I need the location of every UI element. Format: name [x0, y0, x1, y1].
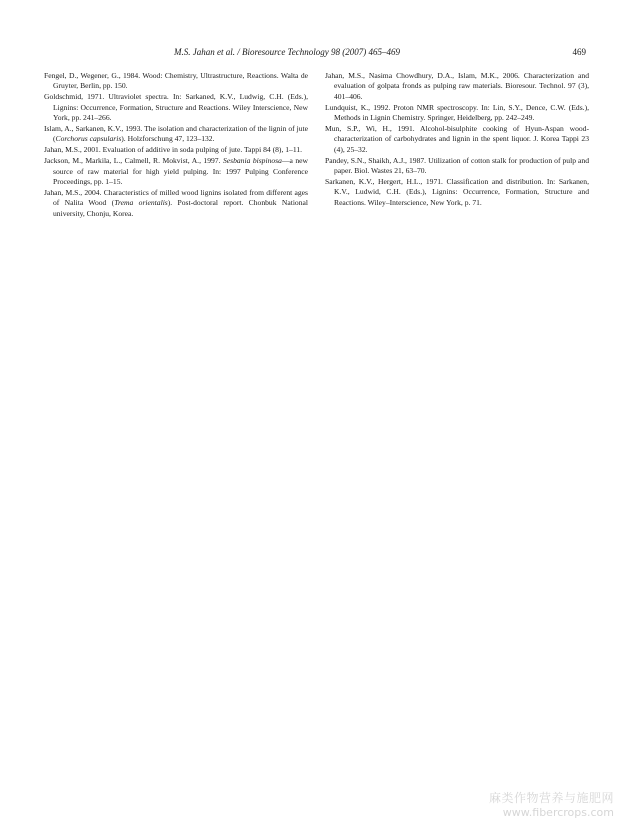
reference-text: ). Holzforschung 47, 123–132.	[121, 134, 215, 144]
running-head	[44, 45, 586, 59]
watermark-chinese-text: 麻类作物营养与施肥网	[488, 791, 614, 805]
watermark-url: www.fibercrops.com	[502, 806, 614, 819]
site-watermark	[489, 791, 614, 820]
reference-text: —a new source of raw material for high yield pulping. In: 1997 Pulping Conference Proceedings, pp. 1–15.	[53, 156, 308, 187]
reference-entry	[44, 124, 308, 145]
reference-entry	[44, 71, 308, 92]
reference-text: Islam, A., Sarkanen, K.V., 1993. The isolation and characterization of the lignin of jute (	[44, 124, 308, 144]
reference-entry	[325, 71, 589, 102]
reference-text: Mun, S.P., Wi, H., 1991. Alcohol-bisulphite cooking of Hyun-Aspan wood-characterization of carbohydrates and lignin in the spent liquor. J. Korea Tappi 23 (4), 25–32.	[325, 124, 589, 154]
reference-entry	[44, 145, 308, 155]
page-number: 469	[572, 47, 586, 57]
reference-text: Jahan, M.S., Nasima Chowdhury, D.A., Islam, M.K., 2006. Characterization and evaluation of golpata fronds as pulping raw materials. Bioresour. Technol. 97 (3), 401–406.	[325, 71, 589, 101]
species-name: Trema orientalis	[114, 198, 168, 208]
reference-text: ). Post-doctoral report. Chonbuk National university, Chonju, Korea.	[53, 198, 308, 218]
reference-entry	[325, 177, 589, 208]
reference-text: Goldschmid, 1971. Ultraviolet spectra. In: Sarkaned, K.V., Ludwig, C.H. (Eds.), Lignins: Occurrence, Formation, Structure and Reactions. Wiley Interscience, New York, pp. 241–266.	[44, 92, 308, 123]
reference-text: Pandey, S.N., Shaikh, A.J., 1987. Utilization of cotton stalk for production of pulp and paper. Biol. Wastes 21, 63–70.	[325, 155, 589, 176]
journal-citation: M.S. Jahan et al. / Bioresource Technology 98 (2007) 465–469	[174, 47, 400, 57]
reference-text: Sarkanen, K.V., Hergert, H.L., 1971. Classification and distribution. In: Sarkanen, K.V., Ludwid, C.H. (Eds.), Lignins: Occurrence, Formation, Structure and Reactions. Wiley–Interscience, New York, p. 71.	[325, 177, 589, 207]
reference-entry	[44, 92, 308, 123]
reference-entry	[325, 156, 589, 177]
references-right-column	[325, 71, 589, 209]
reference-entry	[325, 103, 589, 124]
reference-text: Jahan, M.S., 2001. Evaluation of additive in soda pulping of jute. Tappi 84 (8), 1–11.	[44, 145, 303, 155]
references-left-column	[44, 71, 308, 220]
reference-entry	[44, 156, 308, 187]
reference-text: Jahan, M.S., 2004. Characteristics of milled wood lignins isolated from different ages of Nalita Wood (	[44, 187, 308, 208]
reference-text: Fengel, D., Wegener, G., 1984. Wood: Chemistry, Ultrastructure, Reactions. Walta de Gruyter, Berlin, pp. 150.	[44, 71, 308, 91]
species-name: Corchorus capsularis	[55, 134, 122, 144]
reference-entry	[325, 124, 589, 155]
reference-text: Jackson, M., Markila, L., Calmell, R. Mokvist, A., 1997.	[44, 156, 223, 166]
reference-text: Lundquist, K., 1992. Proton NMR spectroscopy. In: Lin, S.Y., Dence, C.W. (Eds.), Methods in Lignin Chemistry. Springer, Heidelberg, pp. 242–249.	[325, 102, 589, 123]
reference-entry	[44, 188, 308, 219]
species-name: Sesbania bispinosa	[222, 156, 282, 166]
